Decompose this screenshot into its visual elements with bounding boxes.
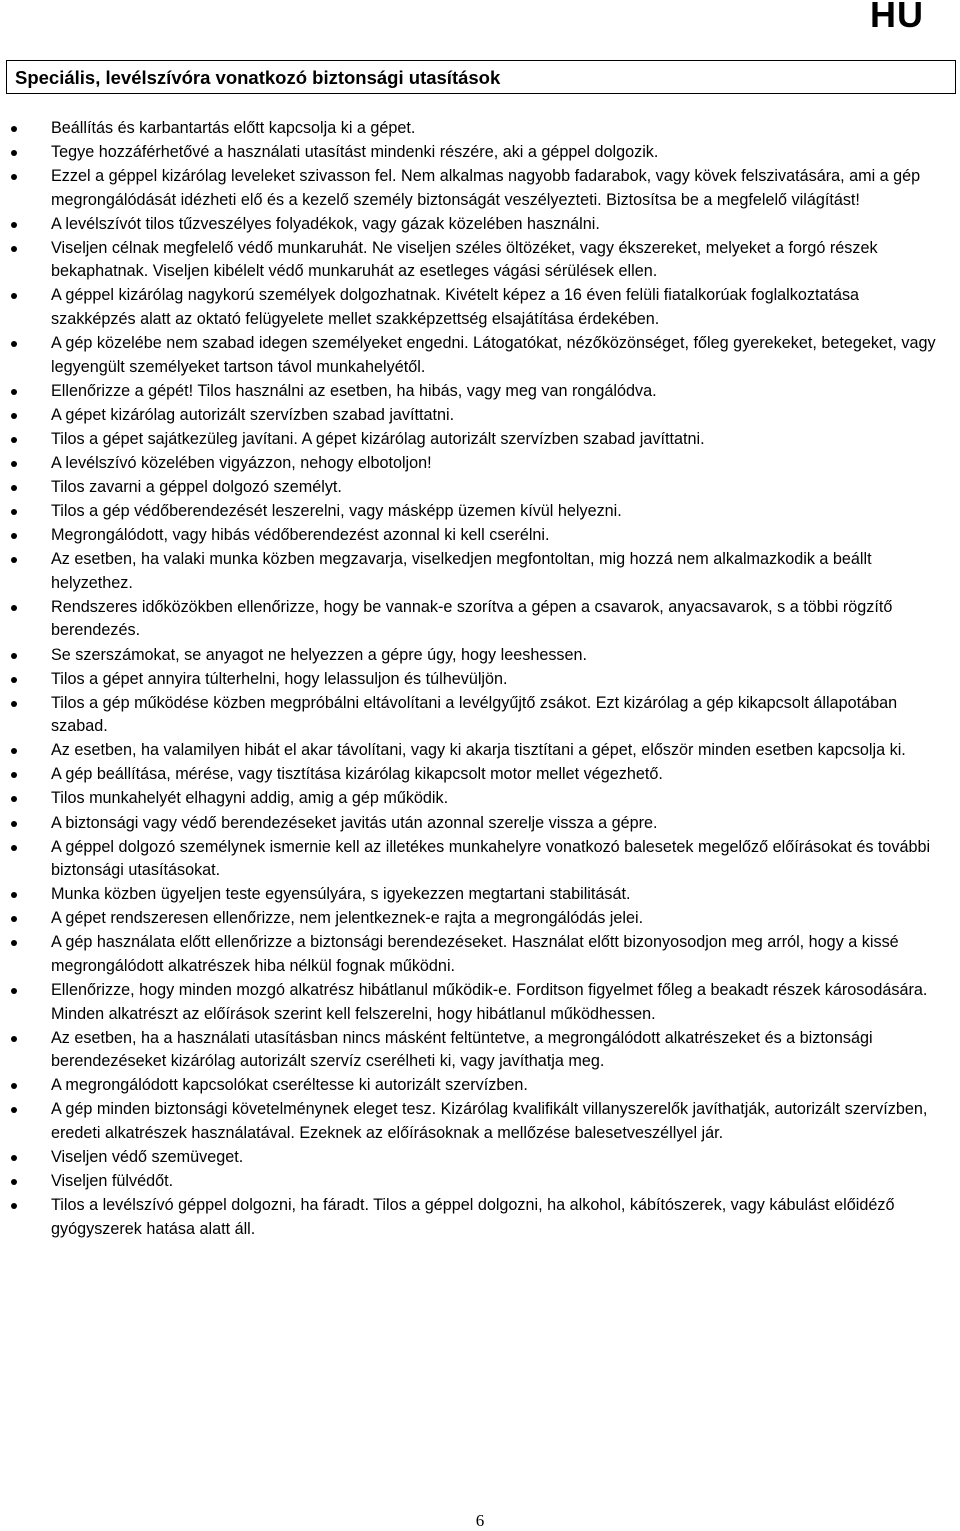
page-number: 6 <box>475 1511 485 1530</box>
bullet-icon <box>11 701 17 707</box>
rule-item <box>0 596 960 643</box>
bullet-icon <box>11 1179 17 1185</box>
rule-text: Tilos a gépet annyira túlterhelni, hogy lelassuljon és túlhevüljön. <box>51 669 508 688</box>
rule-text: A gép beállítása, mérése, vagy tisztítása kizárólag kikapcsolt motor mellet végezhető. <box>51 765 663 784</box>
rule-text: Az esetben, ha a használati utasításban nincs másként feltüntetve, a megrongálódott alkatrészeket és a biztonsági berendezéseket kizárólag autorizált szervíz cserélheti ki, vagy javíthatja meg. <box>51 1028 873 1071</box>
bullet-icon <box>11 1107 17 1113</box>
rule-item <box>0 476 960 500</box>
bullet-icon <box>11 796 17 802</box>
rule-text: A biztonsági vagy védő berendezéseket javitás után azonnal szerelje vissza a gépre. <box>51 813 658 832</box>
rule-item <box>0 1146 960 1170</box>
rule-item <box>0 787 960 811</box>
bullet-icon <box>11 389 17 395</box>
rule-text: Viseljen fülvédőt. <box>51 1172 174 1190</box>
bullet-icon <box>11 461 17 467</box>
bullet-icon <box>11 916 17 922</box>
rule-item <box>0 883 960 907</box>
bullet-icon <box>11 293 17 299</box>
bullet-icon <box>11 653 17 659</box>
rule-item <box>0 907 960 931</box>
rule-item <box>0 428 960 452</box>
rule-text: A gép használata előtt ellenőrizze a biztonsági berendezéseket. Használat előtt bizonyosodjon meg arról, hogy a kissé megrongálódott alkatrészek hiba nélkül fognak működni. <box>51 933 899 975</box>
rule-text: Tilos a levélszívó géppel dolgozni, ha fáradt. Tilos a géppel dolgozni, ha alkohol, kábítószerek, vagy kábulást előidéző gyógyszerek hatása alatt áll. <box>51 1196 895 1238</box>
rule-item <box>0 812 960 836</box>
language-code: HU <box>870 0 924 35</box>
rule-item <box>0 931 960 978</box>
rule-item <box>0 213 960 237</box>
rule-text: Tilos a gépet sajátkezüleg javítani. A gépet kizárólag autorizált szervízben szabad javíttatni. <box>51 429 705 448</box>
bullet-icon <box>11 222 17 228</box>
bullet-icon <box>11 1203 17 1209</box>
rule-item <box>0 380 960 404</box>
rule-text: A géppel dolgozó személynek ismernie kell az illetékes munkahelyre vonatkozó balesetek megelőző előírásokat és további biztonsági utasításokat. <box>51 837 931 880</box>
rule-text: A gépet kizárólag autorizált szervízben szabad javíttatni. <box>51 405 455 424</box>
bullet-icon <box>11 150 17 156</box>
rule-text: Megrongálódott, vagy hibás védőberendezést azonnal ki kell cserélni. <box>51 526 550 545</box>
bullet-icon <box>11 557 17 563</box>
rule-item <box>0 1027 960 1074</box>
rule-text: Az esetben, ha valamilyen hibát el akar távolítani, vagy ki akarja tisztítani a gépet, először minden esetben kapcsolja ki. <box>51 741 906 760</box>
rule-text: Tilos a gép védőberendezését leszerelni, vagy másképp üzemen kívül helyezni. <box>51 502 622 521</box>
rule-item <box>0 1194 960 1241</box>
rule-item <box>0 452 960 476</box>
rule-text: Az esetben, ha valaki munka közben megzavarja, viselkedjen megfontoltan, mig hozzá nem alkalmazkodik a beállt helyzethez. <box>51 550 872 592</box>
rule-text: A gép közelébe nem szabad idegen személyeket engedni. Látogatókat, nézőközönséget, főleg gyerekeket, betegeket, vagy legyengült személyeket tartson távol munkahelyétől. <box>51 334 936 376</box>
rule-text: Ellenőrizze, hogy minden mozgó alkatrész hibátlanul működik-e. Forditson figyelmet főleg a beakadt részek károsodására. Minden alkatrészt az előírások szerint kell felszerelni, hogy hibátlanul működhessen. <box>51 981 928 1023</box>
bullet-icon <box>11 246 17 252</box>
bullet-icon <box>11 1036 17 1042</box>
rule-text: Rendszeres időközökben ellenőrizze, hogy be vannak-e szorítva a gépen a csavarok, anyacsavarok, s a többi rögzítő berendezés. <box>51 597 893 640</box>
rule-item <box>0 668 960 692</box>
bullet-icon <box>11 821 17 827</box>
rule-item <box>0 165 960 212</box>
rule-item <box>0 644 960 668</box>
bullet-icon <box>11 174 17 180</box>
bullet-icon <box>11 605 17 611</box>
rule-item <box>0 237 960 284</box>
bullet-icon <box>11 413 17 419</box>
rule-text: Viseljen védő szemüveget. <box>51 1147 244 1166</box>
rule-item <box>0 404 960 428</box>
rule-text: Tegye hozzáférhetővé a használati utasítást mindenki részére, aki a géppel dolgozik. <box>51 143 659 162</box>
rule-text: Tilos munkahelyét elhagyni addig, amig a gép működik. <box>51 789 449 808</box>
bullet-icon <box>11 533 17 539</box>
rule-item <box>0 117 960 141</box>
bullet-icon <box>11 772 17 778</box>
bullet-icon <box>11 1155 17 1161</box>
rule-item <box>0 763 960 787</box>
bullet-icon <box>11 677 17 683</box>
bullet-icon <box>11 748 17 754</box>
rule-item <box>0 979 960 1026</box>
bullet-icon <box>11 845 17 851</box>
rule-item <box>0 692 960 739</box>
rule-text: Beállítás és karbantartás előtt kapcsolja ki a gépet. <box>51 119 416 137</box>
rule-text: Ezzel a géppel kizárólag leveleket szivasson fel. Nem alkalmas nagyobb fadarabok, vagy kövek felszivatására, ami a gép megrongálódását idézheti elő és a kezelő személy biztonságát veszélyezteti. Biztosítsa be a megfelelő világítást! <box>51 167 921 209</box>
rule-text: Se szerszámokat, se anyagot ne helyezzen a gépre úgy, hogy leeshessen. <box>51 645 588 664</box>
rule-text: A gép minden biztonsági követelménynek eleget tesz. Kizárólag kvalifikált villanyszerelők javíthatják, autorizált szervízben, eredeti alkatrészek használatával. Ezeknek az előírásoknak a mellőzése balesetveszéllyel jár. <box>51 1100 928 1142</box>
rule-text: A levélszívó közelében vigyázzon, nehogy elbotoljon! <box>51 453 432 472</box>
safety-rules-list <box>0 117 960 1242</box>
rule-item <box>0 524 960 548</box>
bullet-icon <box>11 437 17 443</box>
bullet-icon <box>11 1083 17 1089</box>
bullet-icon <box>11 341 17 347</box>
rule-text: A megrongálódott kapcsolókat cseréltesse ki autorizált szervízben. <box>51 1076 528 1095</box>
bullet-icon <box>11 485 17 491</box>
rule-item <box>0 836 960 883</box>
section-title-box <box>6 60 956 94</box>
rule-item <box>0 1098 960 1145</box>
bullet-icon <box>11 509 17 515</box>
rule-item <box>0 739 960 763</box>
rule-item <box>0 284 960 331</box>
rule-item <box>0 1170 960 1194</box>
bullet-icon <box>11 988 17 994</box>
rule-text: A levélszívót tilos tűzveszélyes folyadékok, vagy gázak közelében használni. <box>51 214 600 233</box>
bullet-icon <box>11 940 17 946</box>
rule-text: Ellenőrizze a gépét! Tilos használni az esetben, ha hibás, vagy meg van rongálódva. <box>51 381 657 400</box>
rule-text: Viseljen célnak megfelelő védő munkaruhát. Ne viseljen széles öltözéket, vagy ékszereket, melyeket a forgó részek bekaphatnak. Viseljen kibélelt védő munkaruhát az esetleges vágási sérülések ellen. <box>51 238 878 281</box>
rule-text: A géppel kizárólag nagykorú személyek dolgozhatnak. Kivételt képez a 16 éven felüli fiatalkorúak foglalkoztatása szakképzés alatt az oktató felügyelete mellet szakképzettség elsajátítása érdekében. <box>51 286 860 328</box>
rule-item <box>0 500 960 524</box>
rule-item <box>0 548 960 595</box>
rule-item <box>0 332 960 379</box>
rule-text: Tilos a gép működése közben megpróbálni eltávolítani a levélgyűjtő zsákot. Ezt kizárólag a gép kikapcsolt állapotában szabad. <box>51 693 898 736</box>
bullet-icon <box>11 126 17 132</box>
bullet-icon <box>11 892 17 898</box>
rule-item <box>0 1074 960 1098</box>
rule-text: A gépet rendszeresen ellenőrizze, nem jelentkeznek-e rajta a megrongálódás jelei. <box>51 909 644 928</box>
section-title: Speciális, levélszívóra vonatkozó biztonsági utasítások <box>15 67 501 88</box>
rule-text: Munka közben ügyeljen teste egyensúlyára, s igyekezzen megtartani stabilitását. <box>51 885 631 904</box>
rule-text: Tilos zavarni a géppel dolgozó személyt. <box>51 478 342 497</box>
rule-item <box>0 141 960 165</box>
